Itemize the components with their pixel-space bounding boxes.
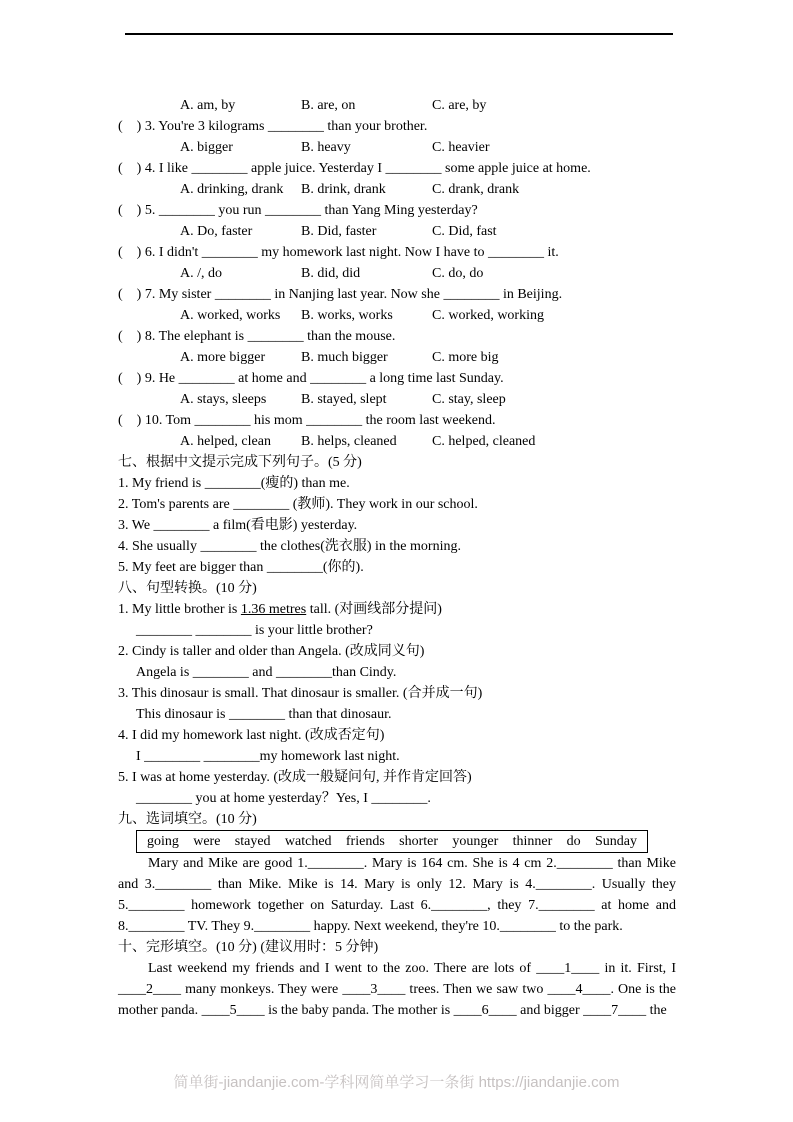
question-line: ( ) 10. Tom ________ his mom ________ the room last weekend. <box>118 413 496 428</box>
word-bank-item: watched <box>284 834 332 849</box>
paragraph: Last weekend my friends and I went to the zoo. There are lots of ____1____ in it. First, I ____2____ many monkeys. They were ____3____ trees. Then we saw two ____4____. One is the mother panda. ____5____ is the baby panda. The mother is ____6____ and bigger ____7____ the <box>118 961 676 1018</box>
paragraph: Mary and Mike are good 1.________. Mary is 164 cm. She is 4 cm 2.________ than Mike and 3.________ than Mike. Mike is 14. Mary is only 12. Mary is 4.________. Usually they 5.________ homework together on Saturday. Last 6.________, they 7.________ at home and 8.________ TV. They 9.________ happy. Next weekend, they're 10.________ to the park. <box>118 856 676 934</box>
option-choice: A. am, by <box>180 98 236 113</box>
question-line: 2. Cindy is taller and older than Angela. (改成同义句) <box>118 644 425 659</box>
question-line: 4. She usually ________ the clothes(洗衣服) in the morning. <box>118 539 461 554</box>
option-choice: A. /, do <box>180 266 222 281</box>
question-line: 5. I was at home yesterday. (改成一般疑问句, 并作肯定回答) <box>118 770 472 785</box>
question-line: ( ) 9. He ________ at home and ________ a long time last Sunday. <box>118 371 504 386</box>
option-choice: B. stayed, slept <box>301 392 387 407</box>
question-line: ( ) 4. I like ________ apple juice. Yesterday I ________ some apple juice at home. <box>118 161 591 176</box>
question-line <box>118 599 676 620</box>
option-choice: B. works, works <box>301 308 393 323</box>
option-choice: B. did, did <box>301 266 361 281</box>
option-choice: A. helped, clean <box>180 434 271 449</box>
option-row <box>118 263 676 284</box>
option-row <box>118 221 676 242</box>
section-heading: 九、选词填空。(10 分) <box>118 812 257 827</box>
question-line: 2. Tom's parents are ________ (教师). They work in our school. <box>118 497 478 512</box>
question-line: 5. My feet are bigger than ________(你的). <box>118 560 364 575</box>
option-choice: A. bigger <box>180 140 233 155</box>
answer-line: Angela is ________ and ________than Cindy. <box>136 665 397 680</box>
option-row <box>118 137 676 158</box>
question-line: ( ) 3. You're 3 kilograms ________ than your brother. <box>118 119 428 134</box>
watermark-footer: 简单街-jiandanjie.com-学科网简单学习一条街 https://jiandanjie.com <box>173 1074 620 1091</box>
option-choice: B. helps, cleaned <box>301 434 397 449</box>
option-row <box>118 389 676 410</box>
page-top-rule <box>125 33 673 35</box>
option-choice: B. heavy <box>301 140 351 155</box>
word-bank-box <box>136 830 648 853</box>
section-heading: 八、句型转换。(10 分) <box>118 581 257 596</box>
question-line: ( ) 6. I didn't ________ my homework last night. Now I have to ________ it. <box>118 245 559 260</box>
option-choice: C. more big <box>432 350 499 365</box>
word-bank-item: younger <box>452 834 499 849</box>
option-row <box>118 179 676 200</box>
exam-body <box>118 95 676 1021</box>
option-choice: C. Did, fast <box>432 224 497 239</box>
answer-line: This dinosaur is ________ than that dinosaur. <box>136 707 392 722</box>
option-choice: A. worked, works <box>180 308 281 323</box>
option-choice: C. do, do <box>432 266 484 281</box>
option-choice: B. much bigger <box>301 350 388 365</box>
word-bank-item: stayed <box>234 834 271 849</box>
word-bank-item: friends <box>345 834 385 849</box>
word-bank-item: shorter <box>399 834 439 849</box>
answer-line: ________ ________ is your little brother? <box>136 623 373 638</box>
option-choice: C. drank, drank <box>432 182 520 197</box>
question-line: 4. I did my homework last night. (改成否定句) <box>118 728 385 743</box>
answer-line: ________ you at home yesterday？Yes, I ________. <box>136 791 431 806</box>
option-row <box>118 305 676 326</box>
question-line: 3. We ________ a film(看电影) yesterday. <box>118 518 358 533</box>
word-bank-item: do <box>566 834 581 849</box>
word-bank-item: thinner <box>512 834 553 849</box>
question-line: ( ) 5. ________ you run ________ than Yang Ming yesterday? <box>118 203 478 218</box>
option-choice: A. stays, sleeps <box>180 392 267 407</box>
option-choice: A. more bigger <box>180 350 266 365</box>
option-row <box>118 431 676 452</box>
section-heading: 七、根据中文提示完成下列句子。(5 分) <box>118 455 362 470</box>
section-heading: 十、完形填空。(10 分) (建议用时：5 分钟) <box>118 940 379 955</box>
word-bank-item: going <box>147 834 179 849</box>
option-choice: C. helped, cleaned <box>432 434 536 449</box>
word-bank-item: were <box>193 834 221 849</box>
underlined-text: 1.36 metres <box>240 602 307 617</box>
question-line: ( ) 8. The elephant is ________ than the mouse. <box>118 329 396 344</box>
word-bank-item: Sunday <box>594 834 637 849</box>
question-line: ( ) 7. My sister ________ in Nanjing last year. Now she ________ in Beijing. <box>118 287 563 302</box>
option-choice: A. Do, faster <box>180 224 253 239</box>
answer-line: I ________ ________my homework last night. <box>136 749 400 764</box>
option-choice: C. heavier <box>432 140 490 155</box>
option-choice: B. Did, faster <box>301 224 377 239</box>
option-choice: A. drinking, drank <box>180 182 284 197</box>
option-row <box>118 347 676 368</box>
option-choice: B. are, on <box>301 98 356 113</box>
text-segment: 1. My little brother is <box>118 602 241 617</box>
text-segment: tall. (对画线部分提问) <box>306 602 442 617</box>
option-choice: C. stay, sleep <box>432 392 506 407</box>
question-line: 3. This dinosaur is small. That dinosaur is smaller. (合并成一句) <box>118 686 483 701</box>
option-row <box>118 95 676 116</box>
option-choice: B. drink, drank <box>301 182 386 197</box>
option-choice: C. are, by <box>432 98 487 113</box>
question-line: 1. My friend is ________(瘦的) than me. <box>118 476 350 491</box>
option-choice: C. worked, working <box>432 308 544 323</box>
